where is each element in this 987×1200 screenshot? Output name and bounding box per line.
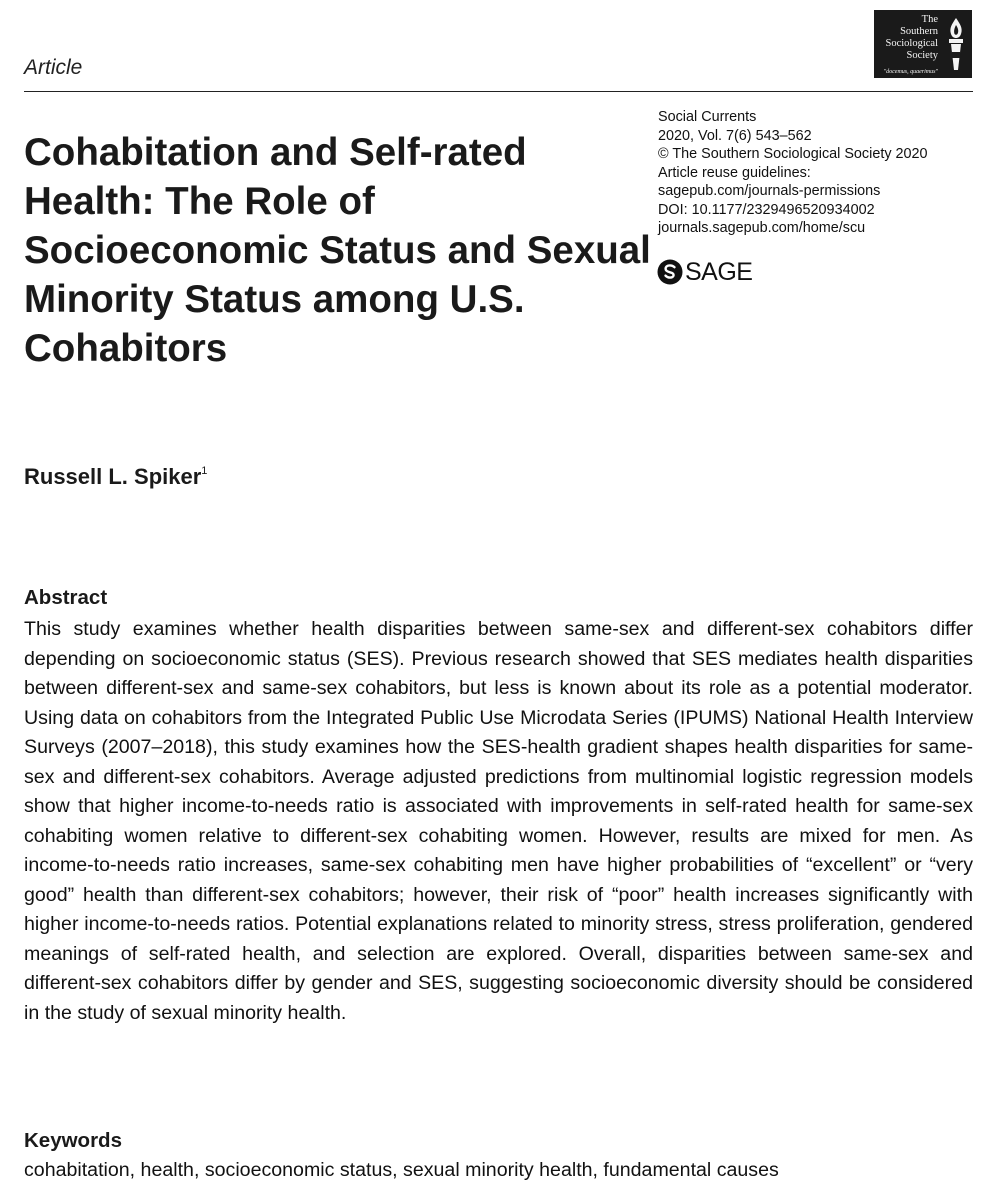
keywords-text: cohabitation, health, socioeconomic status, sexual minority health, fundamental causes <box>24 1159 779 1181</box>
author-name <box>24 464 207 490</box>
copyright-line: © The Southern Sociological Society 2020 <box>658 146 928 162</box>
article-type-label: Article <box>24 56 83 79</box>
affiliation-mark: 1 <box>201 465 208 477</box>
journal-volume: 2020, Vol. 7(6) 543–562 <box>658 127 812 144</box>
sage-logo <box>657 258 752 286</box>
society-logo-line: Southern <box>900 26 938 37</box>
society-logo-line: Society <box>906 50 938 61</box>
header-rule <box>24 91 973 92</box>
reuse-link[interactable]: sagepub.com/journals-permissions <box>658 183 881 199</box>
author-name-text: Russell L. Spiker <box>24 464 202 489</box>
society-logo-line: The <box>921 14 938 25</box>
reuse-label: Article reuse guidelines: <box>658 164 811 181</box>
journal-info <box>658 108 978 238</box>
sage-s-icon <box>657 259 683 285</box>
doi-link[interactable]: DOI: 10.1177/2329496520934002 <box>658 201 875 218</box>
abstract-text: This study examines whether health disparities between same-sex and different-sex cohabitors differ depending on socioeconomic status (SES). Previous research showed that SES mediates health disparities between different-sex and same-sex cohabitors, but less is known about its role as a potential moderator. Using data on cohabitors from the Integrated Public Use Microdata Series (IPUMS) National Health Interview Surveys (2007–2018), this study examines how the SES-health gradient shapes health disparities for same-sex and different-sex cohabitors. Average adjusted predictions from multinomial logistic regression models show that higher income-to-needs ratio is associated with improvements in self-rated health for same-sex cohabiting women relative to different-sex cohabiting women. However, results are mixed for men. As income-to-needs ratio increases, same-sex cohabiting men have higher probabilities of “excellent” or “very good” health than different-sex cohabitors; however, their risk of “poor” health increases significantly with higher income-to-needs ratios. Potential explanations related to minority stress, stress proliferation, gendered meanings of self-rated health, and selection are explored. Overall, disparities between same-sex and different-sex cohabitors differ by gender and SES, suggesting socioeconomic diversity should be considered in the study of sexual minority health. <box>24 618 973 1024</box>
journal-name: Social Currents <box>658 109 757 125</box>
journal-link[interactable]: journals.sagepub.com/home/scu <box>658 220 866 236</box>
society-logo-line: Sociological <box>885 38 938 49</box>
sage-logo-text: SAGE <box>685 257 753 286</box>
torch-icon <box>944 16 968 74</box>
keywords-heading: Keywords <box>24 1129 122 1152</box>
abstract-heading: Abstract <box>24 586 108 609</box>
society-logo <box>874 10 972 78</box>
society-logo-motto: "docemus, quaerimus" <box>883 69 938 75</box>
article-title: Cohabitation and Self-rated Health: The Role of Socioeconomic Status and Sexual Minority Status among U.S. Cohabitors <box>24 131 651 370</box>
